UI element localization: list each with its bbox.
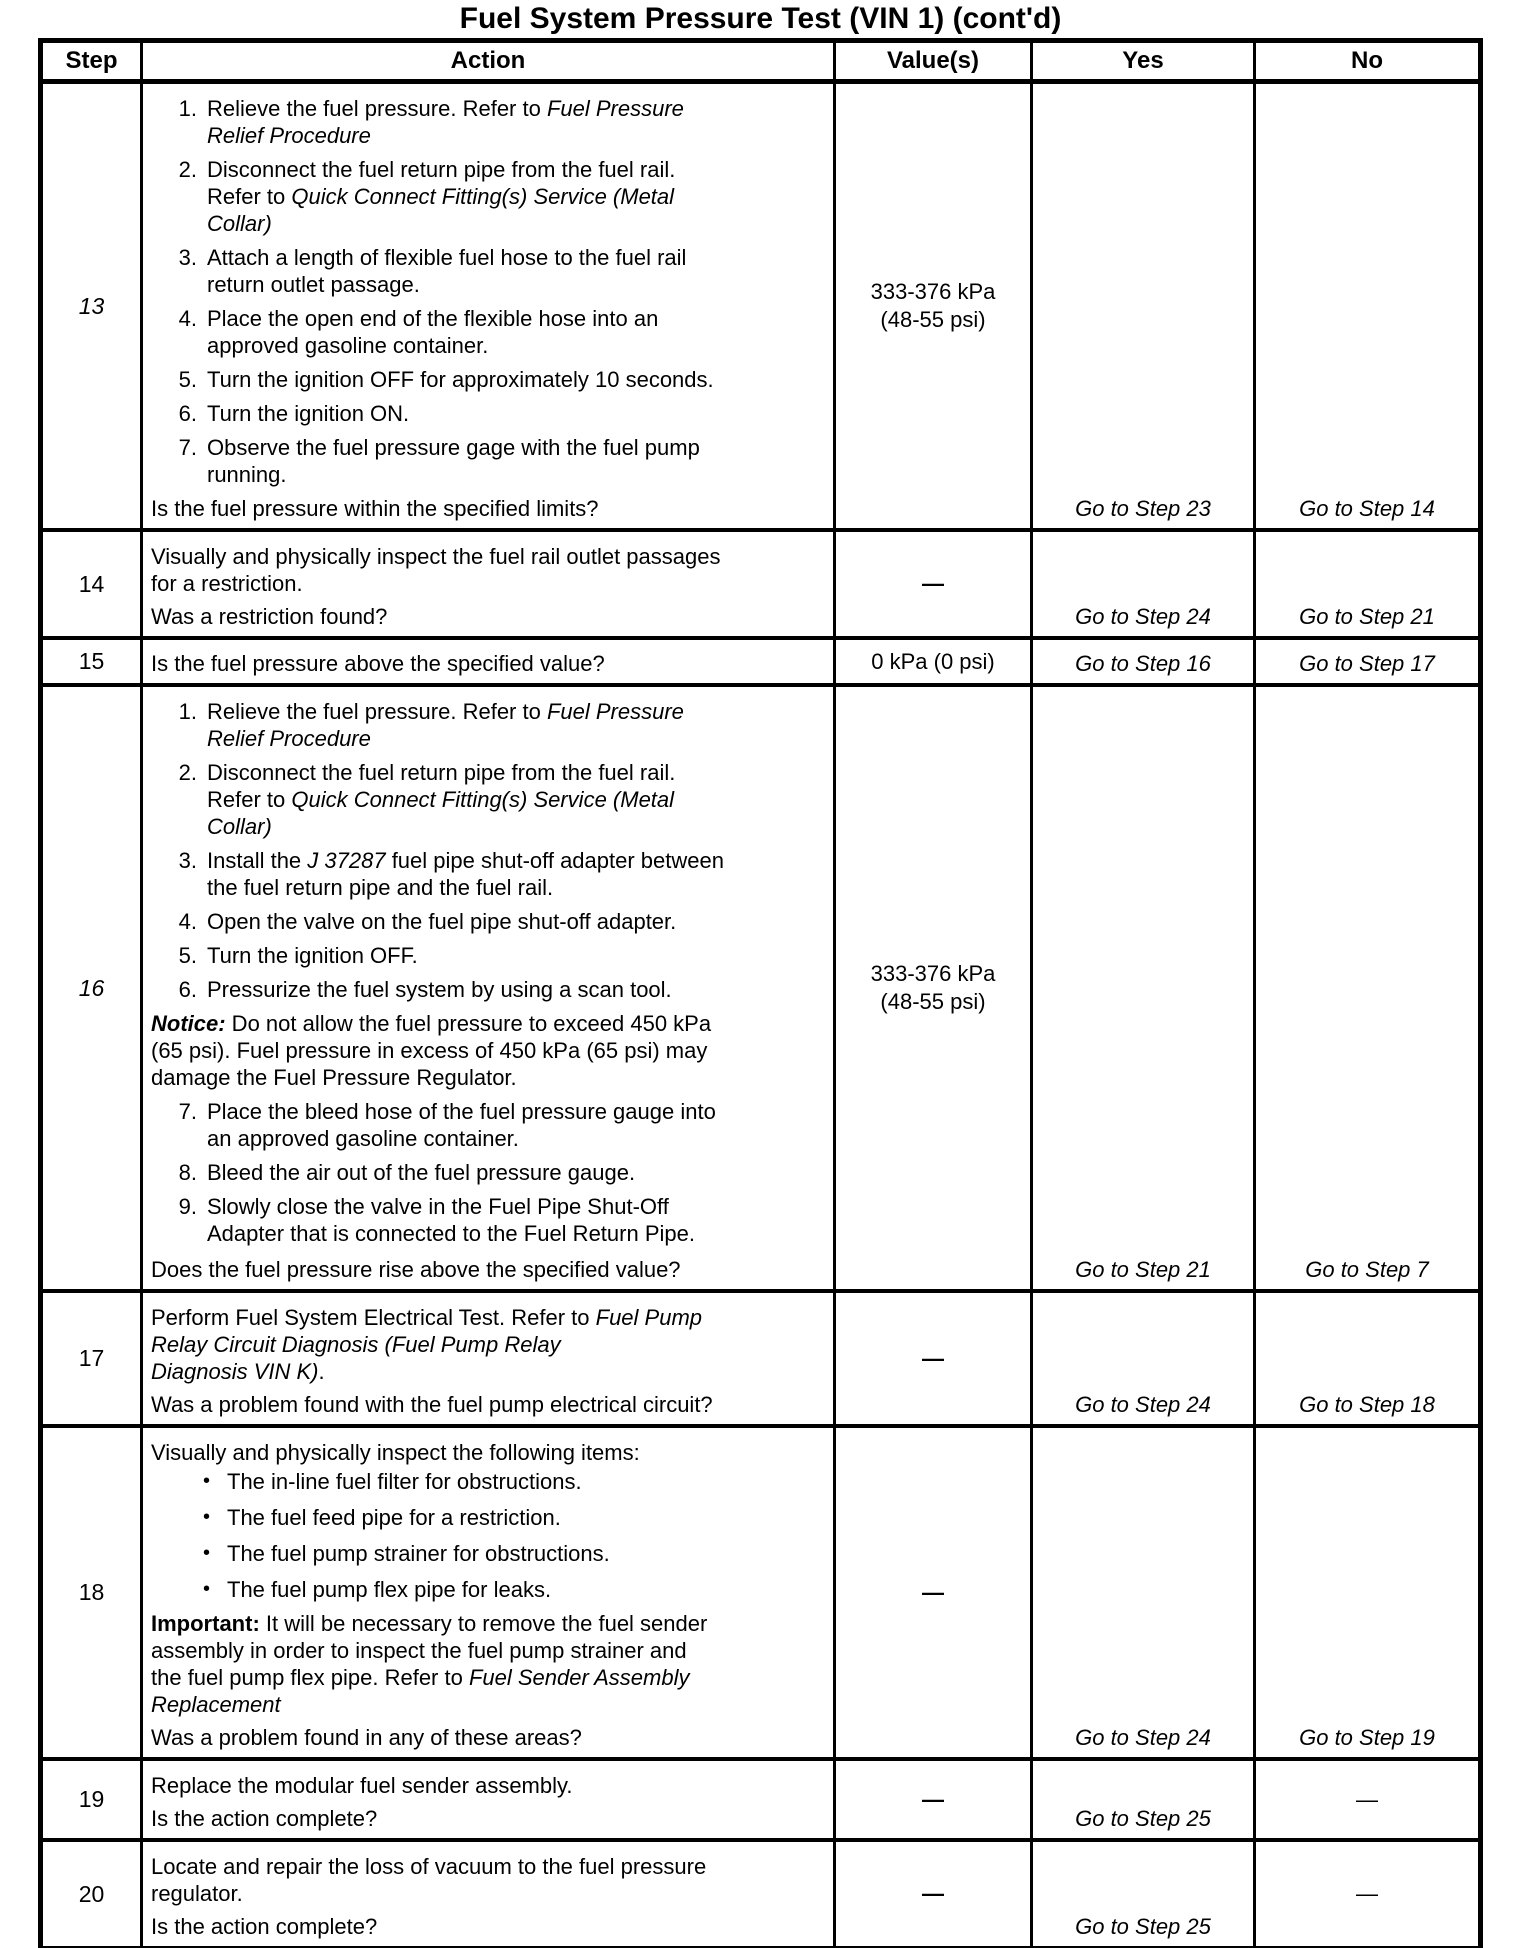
item-number: 3. [178,245,197,270]
item-number: 9. [178,1194,197,1219]
step-number: 19 [78,1786,105,1812]
action-paragraph [151,1439,825,1466]
action-item [151,366,825,393]
page-title: Fuel System Pressure Test (VIN 1) (cont'd) [459,2,1062,35]
yes-cell [1033,532,1256,636]
action-item [151,305,825,359]
yes-cell [1033,1293,1256,1424]
table-row [43,84,1478,532]
step-number: 17 [78,1345,105,1371]
item-number: 4. [178,909,197,934]
text-segment: Replacement [151,1692,281,1717]
table-body [43,84,1478,1946]
column-header-yes: Yes [1033,43,1256,79]
action-question: Was a restriction found? [151,604,388,629]
item-number: 5. [178,367,197,392]
text-segment: Locate and repair the loss of vacuum to the fuel pressure [151,1854,707,1879]
text-segment: Replace the modular fuel sender assembly. [151,1773,573,1798]
item-number: 2. [178,157,197,182]
bullet-icon: • [203,1542,211,1564]
item-number: 4. [178,306,197,331]
no-cell [1256,687,1478,1289]
text-segment: . [318,1359,325,1384]
action-cell [143,1428,836,1757]
item-text [207,1098,825,1152]
step-cell [43,687,143,1289]
text-segment: J 37287 [307,848,386,873]
text-segment: approved gasoline container. [207,333,489,358]
item-text [207,759,825,840]
item-text [207,942,825,969]
table-row [43,1761,1478,1842]
item-text [207,156,825,237]
action-bullet-item [203,1540,825,1567]
text-segment: Turn the ignition OFF for approximately 10 seconds. [207,367,714,392]
text-segment: Fuel Pump [595,1305,703,1330]
no-cell [1256,84,1478,528]
table-row [43,687,1478,1293]
text-segment: Refer to [207,787,292,812]
no-cell [1256,532,1478,636]
text-segment: running. [207,462,287,487]
yes-cell [1033,84,1256,528]
goto-text: Go to Step 16 [1075,651,1211,676]
step-number: 16 [78,974,105,1001]
value-text: — [922,1345,944,1371]
step-cell [43,1842,143,1946]
action-item [151,95,825,149]
step-cell [43,1293,143,1424]
text-segment: Relieve the fuel pressure. Refer to [207,96,547,121]
action-item [151,1159,825,1186]
table-row [43,1293,1478,1428]
action-question: Was a problem found with the fuel pump electrical circuit? [151,1392,713,1417]
value-cell [836,1761,1033,1838]
action-bullet-item [203,1468,825,1495]
item-text [207,908,825,935]
goto-text: Go to Step 21 [1299,604,1435,629]
item-text [207,847,825,901]
text-segment: Turn the ignition OFF. [207,943,418,968]
text-segment: Turn the ignition ON. [207,401,410,426]
text-segment: Collar) [207,814,272,839]
text-segment: It will be necessary to remove the fuel sender [259,1611,708,1636]
text-segment: Visually and physically inspect the fuel rail outlet passages [151,544,721,569]
text-segment: Quick Connect Fitting(s) Service (Metal [291,787,675,812]
item-text [207,366,825,393]
yes-cell [1033,1761,1256,1838]
text-segment: Bleed the air out of the fuel pressure gauge. [207,1160,636,1185]
action-paragraph [151,1610,825,1718]
item-text [207,698,825,752]
yes-cell [1033,1428,1256,1757]
text-segment: Open the valve on the fuel pipe shut-off adapter. [207,909,677,934]
text-segment: the fuel pump flex pipe. Refer to [151,1665,469,1690]
goto-text: Go to Step 7 [1305,1257,1429,1282]
action-item [151,1098,825,1152]
value-text: 333-376 kPa [870,961,996,986]
value-cell [836,1428,1033,1757]
action-cell [143,687,836,1289]
action-question: Does the fuel pressure rise above the specified value? [151,1257,681,1282]
action-item [151,244,825,298]
action-item [151,847,825,901]
item-text [207,976,825,1003]
text-segment: Place the bleed hose of the fuel pressure gauge into [207,1099,716,1124]
text-segment: Observe the fuel pressure gage with the fuel pump [207,435,700,460]
value-cell [836,1842,1033,1946]
action-item [151,908,825,935]
text-segment: Relieve the fuel pressure. Refer to [207,699,547,724]
item-number: 7. [178,435,197,460]
value-cell [836,1293,1033,1424]
item-text [207,400,825,427]
text-segment: Adapter that is connected to the Fuel Return Pipe. [207,1221,695,1246]
step-number: 20 [78,1880,105,1907]
column-header-values: Value(s) [836,43,1033,79]
action-paragraph [151,1010,825,1091]
column-header-no: No [1351,47,1383,74]
action-item [151,698,825,752]
action-item [151,156,825,237]
action-question: Is the action complete? [151,1914,378,1939]
action-paragraph [151,1853,825,1907]
text-segment: damage the Fuel Pressure Regulator. [151,1065,517,1090]
bullet-icon: • [203,1578,211,1600]
step-number: 15 [78,648,105,674]
diagnostic-table [38,38,1483,1948]
goto-text: Go to Step 21 [1075,1257,1211,1282]
yes-cell [1033,1842,1256,1946]
column-header-step: Step [43,43,143,79]
action-item [151,400,825,427]
table-row [43,1428,1478,1761]
no-cell [1256,1428,1478,1757]
text-segment: Notice: [151,1011,226,1036]
text-segment: the fuel return pipe and the fuel rail. [207,875,554,900]
item-number: 7. [178,1099,197,1124]
text-segment: The fuel pump strainer for obstructions. [227,1541,610,1566]
action-cell [143,1293,836,1424]
text-segment: regulator. [151,1881,243,1906]
text-segment: Refer to [207,184,292,209]
text-segment: Visually and physically inspect the following items: [151,1440,640,1465]
text-segment: Do not allow the fuel pressure to exceed 450 kPa [225,1011,712,1036]
item-number: 1. [178,699,197,724]
table-header-row [43,43,1478,84]
action-question: Is the fuel pressure above the specified value? [151,651,605,676]
value-text: (48-55 psi) [880,989,986,1014]
table-row [43,640,1478,687]
goto-text: Go to Step 23 [1075,496,1211,521]
no-cell [1256,1293,1478,1424]
text-segment: Relay Circuit Diagnosis (Fuel Pump Relay [151,1332,561,1357]
text-segment: Pressurize the fuel system by using a scan tool. [207,977,672,1002]
action-cell [143,532,836,636]
item-number: 8. [178,1160,197,1185]
value-cell [836,687,1033,1289]
goto-text: Go to Step 19 [1299,1725,1435,1750]
text-segment: return outlet passage. [207,272,420,297]
text-segment: Relief Procedure [207,123,371,148]
text-segment: Important: [151,1611,260,1636]
bullet-icon: • [203,1506,211,1528]
action-paragraph [151,543,825,597]
step-cell [43,1428,143,1757]
action-bullet-item [203,1504,825,1531]
text-segment: Perform Fuel System Electrical Test. Refer to [151,1305,596,1330]
bullet-icon: • [203,1470,211,1492]
text-segment: Diagnosis VIN K) [151,1359,319,1384]
dash: — [1356,1881,1378,1906]
action-question: Is the action complete? [151,1806,378,1831]
text-segment: Disconnect the fuel return pipe from the fuel rail. [207,760,676,785]
action-item [151,434,825,488]
goto-text: Go to Step 24 [1075,1392,1211,1417]
item-number: 6. [178,401,197,426]
text-segment: (65 psi). Fuel pressure in excess of 450 kPa (65 psi) may [151,1038,708,1063]
item-text [207,1159,825,1186]
item-number: 2. [178,760,197,785]
action-question: Is the fuel pressure within the specified limits? [151,496,599,521]
text-segment: Slowly close the valve in the Fuel Pipe Shut-Off [207,1194,669,1219]
action-item [151,1193,825,1247]
goto-text: Go to Step 24 [1075,604,1211,629]
item-number: 1. [178,96,197,121]
action-cell [143,640,836,683]
item-text [207,305,825,359]
text-segment: Attach a length of flexible fuel hose to the fuel rail [207,245,687,270]
text-segment: Disconnect the fuel return pipe from the fuel rail. [207,157,676,182]
no-cell [1256,640,1478,683]
bullet-text [227,1576,551,1603]
dash: — [1356,1786,1378,1812]
action-paragraph [151,1304,825,1385]
value-text: — [922,1881,944,1906]
text-segment: fuel pipe shut-off adapter between [385,848,724,873]
action-cell [143,1842,836,1946]
value-text: 0 kPa (0 psi) [871,648,995,674]
text-segment: The in-line fuel filter for obstructions. [227,1469,582,1494]
step-cell [43,532,143,636]
action-cell [143,1761,836,1838]
value-text: (48-55 psi) [880,307,986,332]
column-header-action: Action [143,43,836,79]
no-cell [1256,1761,1478,1838]
text-segment: assembly in order to inspect the fuel pump strainer and [151,1638,687,1663]
item-number: 3. [178,848,197,873]
text-segment: Install the [207,848,308,873]
step-number: 14 [78,570,105,597]
action-item [151,759,825,840]
text-segment: Relief Procedure [207,726,371,751]
step-number: 18 [78,1579,105,1605]
action-paragraph [151,1772,825,1799]
action-cell [143,84,836,528]
item-number: 6. [178,977,197,1002]
action-bullet-item [203,1576,825,1603]
text-segment: an approved gasoline container. [207,1126,519,1151]
bullet-text [227,1468,582,1495]
step-cell [43,84,143,528]
action-item [151,976,825,1003]
item-text [207,1193,825,1247]
goto-text: Go to Step 25 [1075,1914,1211,1939]
step-number: 13 [78,292,105,319]
goto-text: Go to Step 17 [1299,651,1435,676]
goto-text: Go to Step 14 [1299,496,1435,521]
value-text: 333-376 kPa [870,279,996,304]
item-text [207,95,825,149]
value-text: — [922,1786,944,1812]
text-segment: The fuel pump flex pipe for leaks. [227,1577,552,1602]
text-segment: for a restriction. [151,571,303,596]
item-text [207,434,825,488]
text-segment: Place the open end of the flexible hose into an [207,306,659,331]
no-cell [1256,1842,1478,1946]
value-cell [836,84,1033,528]
table-row [43,532,1478,640]
bullet-text [227,1504,561,1531]
yes-cell [1033,640,1256,683]
goto-text: Go to Step 25 [1075,1806,1211,1831]
yes-cell [1033,687,1256,1289]
item-number: 5. [178,943,197,968]
text-segment: Fuel Pressure [546,699,684,724]
goto-text: Go to Step 18 [1299,1392,1435,1417]
table-row [43,1842,1478,1946]
step-cell [43,1761,143,1838]
value-cell [836,532,1033,636]
action-question: Was a problem found in any of these areas? [151,1725,582,1750]
value-text: — [922,571,944,596]
bullet-text [227,1540,610,1567]
goto-text: Go to Step 24 [1075,1725,1211,1750]
value-cell [836,640,1033,683]
value-text: — [922,1579,944,1605]
action-item [151,942,825,969]
item-text [207,244,825,298]
text-segment: Quick Connect Fitting(s) Service (Metal [291,184,675,209]
text-segment: Fuel Sender Assembly [468,1665,690,1690]
step-cell [43,640,143,683]
text-segment: Fuel Pressure [546,96,684,121]
text-segment: The fuel feed pipe for a restriction. [227,1505,561,1530]
text-segment: Collar) [207,211,272,236]
